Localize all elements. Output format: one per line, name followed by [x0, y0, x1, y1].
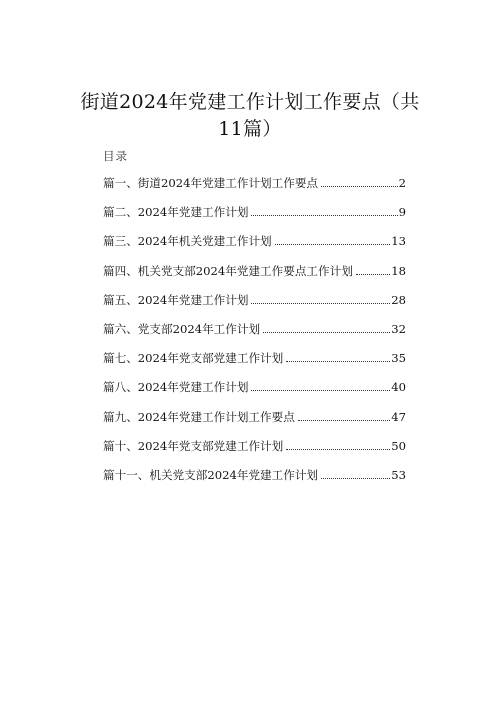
toc-entry-page: 32 — [391, 321, 406, 336]
toc-entry[interactable] — [103, 173, 406, 202]
toc-entry[interactable] — [103, 436, 406, 465]
toc-entry[interactable] — [103, 465, 406, 494]
toc-entry-title: 篇十、2024年党支部党建工作计划 — [103, 438, 284, 453]
toc-leader — [251, 215, 397, 216]
toc-heading: 目录 — [103, 149, 128, 163]
toc-entry-page: 2 — [398, 176, 406, 190]
toc-entry[interactable] — [103, 261, 406, 290]
toc-entry-title: 篇二、2024年党建工作计划 — [103, 205, 249, 220]
toc-entry[interactable] — [103, 377, 406, 406]
toc-leader — [356, 274, 390, 275]
toc-entry-page: 18 — [391, 263, 406, 278]
toc-entry-page: 47 — [391, 409, 406, 424]
toc-entry-title: 篇六、党支部2024年工作计划 — [103, 321, 261, 336]
toc-entry-title: 篇五、2024年党建工作计划 — [103, 292, 249, 307]
toc-entry-page: 9 — [398, 205, 406, 220]
toc-entry-title: 篇八、2024年党建工作计划 — [103, 380, 249, 395]
toc-entry[interactable] — [103, 407, 406, 436]
document-title: 街道2024年党建工作计划工作要点（共11篇） — [80, 90, 420, 140]
toc-leader — [286, 449, 390, 450]
toc-entry-page: 50 — [391, 438, 406, 453]
toc-entry[interactable] — [103, 202, 406, 231]
toc-leader — [251, 390, 390, 391]
toc-entry[interactable] — [103, 231, 406, 260]
toc-leader — [298, 420, 390, 421]
toc-entry-page: 35 — [391, 351, 406, 366]
toc-entry-title: 篇七、2024年党支部党建工作计划 — [103, 351, 284, 366]
toc-entry-title: 篇九、2024年党建工作计划工作要点 — [103, 409, 295, 424]
toc-entry-title: 篇一、街道2024年党建工作计划工作要点 — [103, 176, 319, 190]
toc-leader — [251, 303, 390, 304]
toc-entry-page: 13 — [391, 234, 406, 249]
toc-leader — [286, 361, 390, 362]
toc-entry[interactable] — [103, 348, 406, 377]
toc-entry-title: 篇四、机关党支部2024年党建工作要点工作计划 — [103, 263, 353, 278]
toc-entry-page: 40 — [391, 380, 406, 395]
toc-leader — [263, 332, 390, 333]
table-of-contents — [103, 173, 406, 494]
toc-leader — [321, 186, 398, 187]
toc-leader — [275, 244, 391, 245]
toc-entry-page: 28 — [391, 292, 406, 307]
toc-entry-page: 53 — [391, 467, 406, 482]
toc-entry-title: 篇三、2024年机关党建工作计划 — [103, 234, 272, 249]
toc-entry-title: 篇十一、机关党支部2024年党建工作计划 — [103, 467, 319, 482]
toc-leader — [321, 478, 390, 479]
toc-entry[interactable] — [103, 290, 406, 319]
toc-entry[interactable] — [103, 319, 406, 348]
